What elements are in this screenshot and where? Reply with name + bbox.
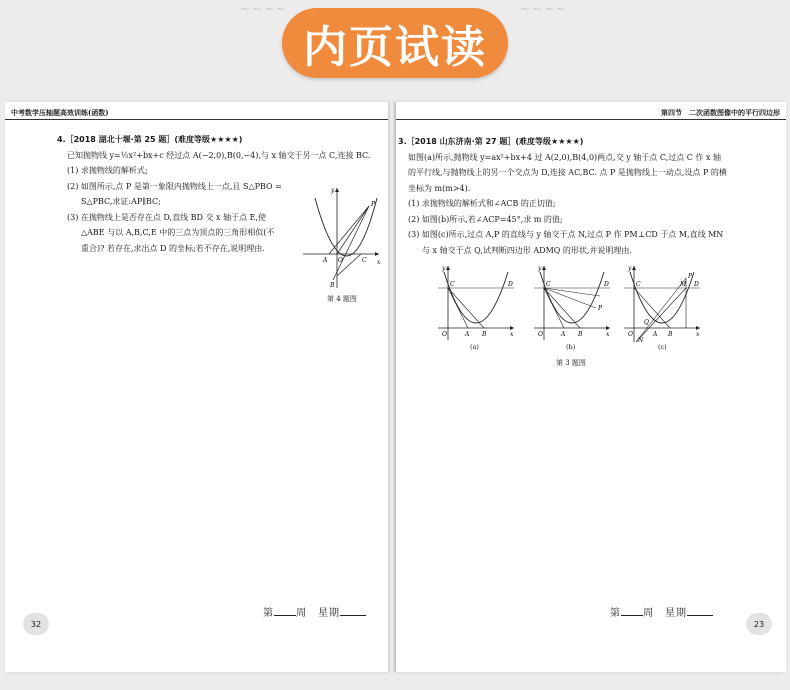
fig-c-label-b: B — [668, 331, 673, 338]
parabola — [315, 198, 377, 256]
fig-c-label-q: Q — [644, 319, 649, 326]
fig-c-label-c: C — [636, 281, 641, 288]
right-problem-line-5: (2) 如图(b)所示,若∠ACP=45°,求 m 的值; — [408, 214, 563, 224]
parabola — [444, 272, 508, 323]
right-problem-header: 3.［2018 山东济南·第 27 题］(难度等级★★★★) — [398, 137, 584, 146]
segment-cp — [544, 288, 596, 308]
left-footer-week-suffix: 周 — [296, 608, 307, 619]
fig-c-label-m: M — [680, 281, 687, 288]
decor-flourish-right: ~~~~ — [520, 2, 569, 16]
right-footer-blank-week — [621, 607, 643, 616]
left-footer-blank-week — [274, 607, 296, 616]
fig-c-label-p: P — [688, 273, 693, 280]
fig-c-label-a: A — [653, 331, 658, 338]
top-banner — [0, 0, 790, 100]
left-footer-weekday: 星期 — [318, 608, 340, 619]
left-problem-line-7: 重合)? 若存在,求出点 D 的坐标;若不存在,说明理由. — [81, 243, 265, 253]
right-subfigure-caption-c: (c) — [658, 343, 667, 351]
right-head-rule — [396, 119, 786, 120]
segment-ac — [448, 288, 468, 328]
line-mn — [636, 288, 686, 342]
fig-b-label-c: C — [546, 281, 551, 288]
right-page-number: 23 — [746, 613, 772, 635]
right-figure-a — [436, 264, 516, 342]
fig-b-label-b: B — [578, 331, 583, 338]
banner-pill — [282, 8, 508, 78]
left-footer-week-prefix: 第 — [263, 608, 274, 619]
left-page-number: 32 — [23, 613, 49, 635]
fig4-label-x: x — [377, 259, 381, 266]
left-problem-line-3: (2) 如图所示,点 P 是第一象限内抛物线上一点,且 S△PBO = — [67, 181, 282, 191]
segment-c-helper — [544, 288, 600, 296]
parabola — [540, 272, 604, 323]
right-subfigure-caption-a: (a) — [470, 343, 479, 351]
right-subfigure-caption-b: (b) — [566, 343, 576, 351]
left-problem-line-1: 已知抛物线 y=½x²+bx+c 经过点 A(−2,0),B(0,−4),与 x 轴交于另一点 C,连接 BC. — [67, 150, 371, 160]
segment-op — [337, 206, 369, 254]
left-problem-line-2: (1) 求抛物线的解析式; — [67, 166, 148, 175]
book-gutter — [388, 102, 396, 672]
fig-c-label-o: O — [628, 331, 633, 338]
fig-c-label-x: x — [696, 331, 700, 338]
right-page — [396, 102, 786, 672]
left-footer-blank-weekday — [340, 607, 366, 616]
right-problem-line-3: 坐标为 m(m>4). — [408, 183, 471, 193]
right-problem-line-7: 与 x 轴交于点 Q,试判断四边形 ADMQ 的形状,并说明理由. — [422, 245, 632, 255]
fig-b-label-y: y — [538, 265, 542, 272]
fig4-label-c: C — [362, 257, 367, 264]
fig-c-label-y: y — [628, 265, 632, 272]
fig4-label-a: A — [323, 257, 328, 264]
right-footer — [610, 604, 713, 619]
fig4-label-y: y — [331, 187, 335, 194]
fig-a-label-o: O — [442, 331, 447, 338]
right-footer-week-suffix: 周 — [643, 608, 654, 619]
right-problem-line-1: 如图(a)所示,抛物线 y=ax²+bx+4 过 A(2,0),B(4,0)两点,交 y 轴于点 C,过点 C 作 x 轴 — [408, 152, 722, 162]
fig-a-label-y: y — [442, 265, 446, 272]
left-head-rule — [5, 119, 388, 120]
fig-a-label-b: B — [482, 331, 487, 338]
left-problem-header: 4.［2018 湖北十堰·第 25 题］(难度等级★★★★) — [57, 135, 243, 144]
fig4-label-p: P — [371, 201, 376, 208]
right-running-head: 第四节 二次函数图像中的平行四边形 — [661, 108, 780, 117]
fig-b-label-p: P — [598, 305, 603, 312]
left-problem-line-6: △ABE 与以 A,B,C,E 中的三点为顶点的三角形相似(不 — [81, 228, 275, 237]
right-problem-line-6: (3) 如图(c)所示,过点 A,P 的直线与 y 轴交于点 N,过点 P 作 PM⊥CD 于点 M,直线 MN — [408, 230, 724, 239]
right-problem — [398, 134, 774, 258]
fig-b-label-d: D — [604, 281, 609, 288]
segment-ac — [544, 288, 564, 328]
left-figure-caption: 第 4 题图 — [327, 295, 357, 303]
fig-a-label-x: x — [510, 331, 514, 338]
fig-b-label-x: x — [606, 331, 610, 338]
right-footer-weekday: 星期 — [665, 608, 687, 619]
left-figure-4 — [297, 184, 383, 292]
fig-c-label-n: N — [638, 337, 644, 344]
right-problem-line-2: 的平行线,与抛物线上的另一个交点为 D,连接 AC,BC. 点 P 是抛物线上一动点,设点 P 的横 — [408, 168, 727, 177]
left-problem-line-5: (3) 在抛物线上是否存在点 D,直线 BD 交 x 轴于点 E,使 — [67, 212, 266, 222]
right-figure-b — [532, 264, 612, 342]
right-figure-caption: 第 3 题图 — [556, 359, 586, 367]
banner-title: 内页试读 — [303, 22, 487, 73]
fig-b-label-a: A — [561, 331, 566, 338]
left-footer — [263, 604, 366, 619]
fig-c-label-d: D — [694, 281, 699, 288]
fig-a-label-c: C — [450, 281, 455, 288]
right-footer-blank-weekday — [687, 607, 713, 616]
left-running-head: 中考数学压轴题高效训练(函数) — [11, 108, 109, 117]
fig-a-label-d: D — [508, 281, 513, 288]
left-page — [5, 102, 388, 672]
segment-bc — [544, 288, 580, 328]
fig-b-label-o: O — [538, 331, 543, 338]
fig4-label-b: B — [330, 282, 335, 289]
fig4-label-o: O — [338, 257, 343, 264]
fig-a-label-a: A — [465, 331, 470, 338]
right-footer-week-prefix: 第 — [610, 608, 621, 619]
right-figure-c — [622, 264, 702, 344]
decor-flourish-left: ~~~~ — [240, 2, 289, 16]
segment-bc — [448, 288, 484, 328]
left-problem-line-4: S△PBC,求证:AP∥BC; — [81, 197, 161, 206]
right-problem-line-4: (1) 求抛物线的解析式和∠ACB 的正切值; — [408, 199, 556, 208]
